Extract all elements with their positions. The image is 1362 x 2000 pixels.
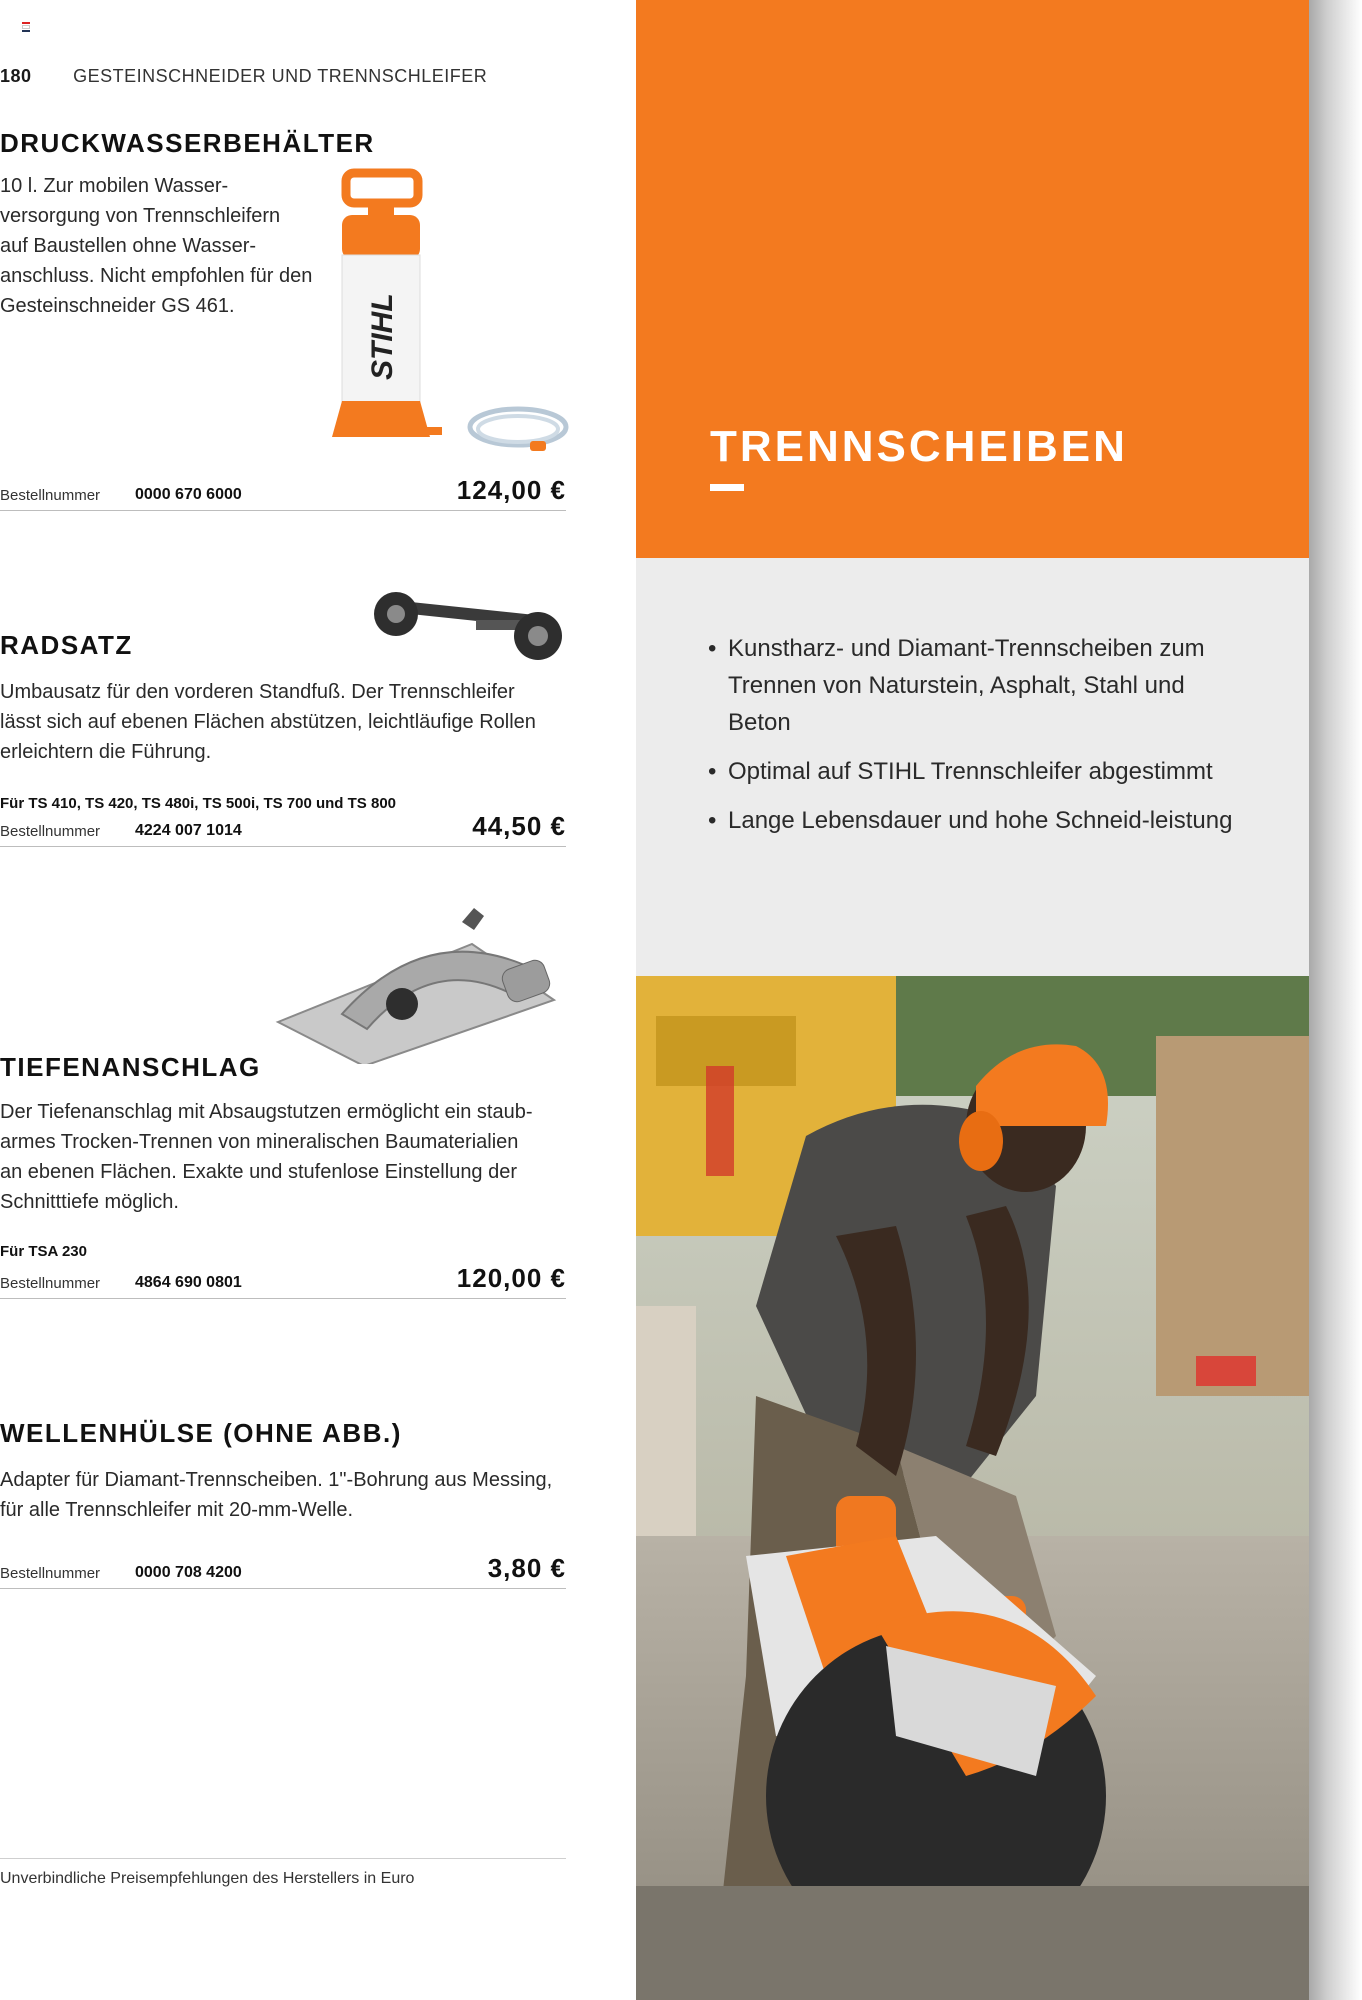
- product-description: Umbausatz für den vorderen Standfuß. Der Trennschleifer lässt sich auf ebenen Flächen abstützen, leichtläufige Rollen erleichtern die Führung.: [0, 681, 536, 763]
- product-fits: Für TS 410, TS 420, TS 480i, TS 500i, TS 700 und TS 800: [0, 795, 396, 812]
- feature-bullet: • Lange Lebensdauer und hohe Schneid-leistung: [708, 802, 1248, 839]
- product-title: WELLENHÜLSE (OHNE ABB.): [0, 1418, 402, 1448]
- svg-text:STIHL: STIHL: [366, 293, 399, 380]
- product-description: Adapter für Diamant-Trennscheiben. 1"-Bohrung aus Messing, für alle Trennschleifer mit 20-mm-Welle.: [0, 1469, 553, 1521]
- product-title: TIEFENANSCHLAG: [0, 1052, 261, 1082]
- page-fold-shadow: [1309, 0, 1362, 2000]
- price: 44,50 €: [472, 811, 566, 841]
- order-row: Bestellnummer 0000 708 4200 3,80 €: [0, 1556, 566, 1589]
- order-number: 0000 670 6000: [135, 486, 242, 503]
- price: 120,00 €: [456, 1263, 566, 1293]
- feature-bullets-panel: [636, 558, 1309, 976]
- depth-stop-icon: [272, 904, 562, 1064]
- product-description: Der Tiefenanschlag mit Absaugstutzen ermöglicht ein staub- armes Trocken-Trennen von mineralischen Baumaterialien an ebenen Flächen. Exakte und stufenlose Einstellung der Schnitttiefe möglich.: [0, 1101, 533, 1213]
- product-description: 10 l. Zur mobilen Wasser- versorgung von Trennschleifern auf Baustellen ohne Wasser- anschluss. Nicht empfohlen für den Gesteinschneider GS 461.: [0, 175, 313, 317]
- price: 3,80 €: [487, 1553, 566, 1583]
- order-row: Bestellnummer 0000 670 6000 124,00 €: [0, 478, 566, 511]
- order-number: 0000 708 4200: [135, 1564, 242, 1581]
- footer-note: Unverbindliche Preisempfehlungen des Herstellers in Euro: [0, 1870, 415, 1887]
- product-fits: Für TSA 230: [0, 1243, 87, 1260]
- product-wellenhuelse: [0, 1418, 566, 1525]
- order-row: Bestellnummer 4864 690 0801 120,00 €: [0, 1266, 566, 1299]
- product-title: DRUCKWASSERBEHÄLTER: [0, 128, 375, 158]
- product-title: RADSATZ: [0, 630, 133, 660]
- feature-bullet: • Optimal auf STIHL Trennschleifer abgestimmt: [708, 753, 1248, 790]
- feature-header-panel: [636, 0, 1309, 558]
- flag-icon: [22, 22, 30, 30]
- product-tiefenanschlag: [0, 1052, 566, 1260]
- product-radsatz: [0, 630, 566, 812]
- feature-title: TRENNSCHEIBEN: [710, 422, 1128, 471]
- feature-bullet: • Kunstharz- und Diamant-Trennscheiben zum Trennen von Naturstein, Asphalt, Stahl und Beton: [708, 630, 1248, 741]
- price: 124,00 €: [456, 475, 566, 505]
- footer-divider: [0, 1858, 566, 1859]
- water-tank-icon: [318, 165, 572, 465]
- order-number: 4864 690 0801: [135, 1274, 242, 1291]
- section-title: GESTEINSCHNEIDER UND TRENNSCHLEIFER: [73, 66, 488, 86]
- worker-cutting-photo: [636, 976, 1309, 2000]
- page-header: [0, 66, 487, 87]
- order-number: 4224 007 1014: [135, 822, 242, 839]
- feature-bullet-list: [708, 630, 1248, 851]
- order-row: Bestellnummer 4224 007 1014 44,50 €: [0, 814, 566, 847]
- title-dash: [710, 484, 744, 491]
- page-number: 180: [0, 66, 32, 86]
- left-page: [0, 0, 636, 2000]
